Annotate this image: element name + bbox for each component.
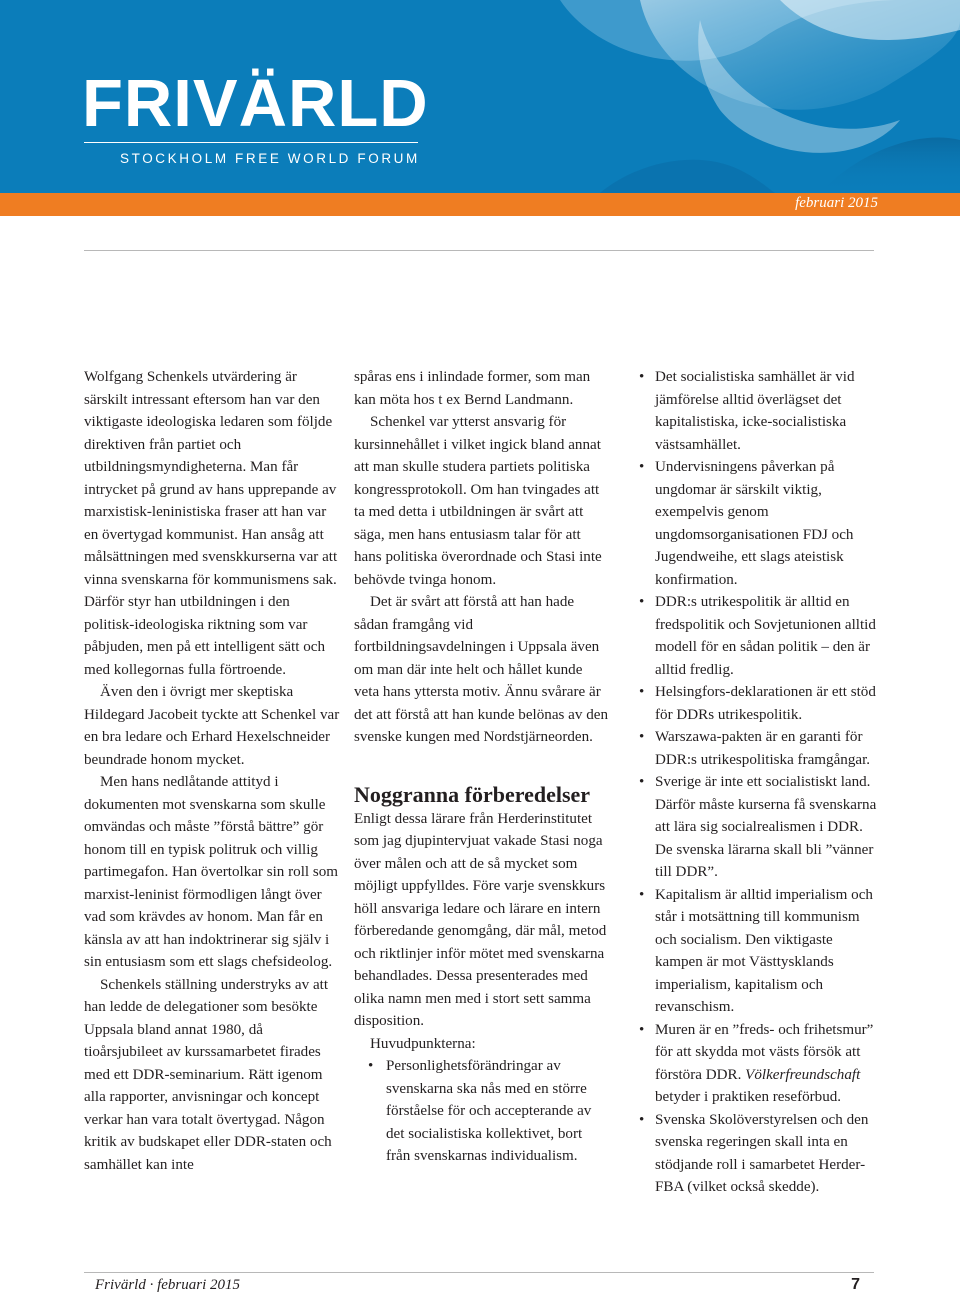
paragraph: Wolfgang Schenkels utvärdering är särskilt intressant eftersom han var den viktigaste ideologiska ledaren som följde direktiven från partiet och utbildningsmyndigheterna. Man får intrycket på grund av hans upprepande av marxistisk-leninistiska fraser att han var en övertygad kommunist. Han ansåg att målsättningen med svenskkurserna var att vinna svenskarna för kommunismens sak. Därför styr han utbildningen i den politisk-ideologiska riktning som var påbjuden, men på ett intelligent sätt och med kollegornas fulla förtroende. [84, 369, 338, 678]
logo-divider [84, 142, 418, 143]
list-item: • DDR:s utrikespolitik är alltid en fredspolitik och Sovjetunionen alltid modell för en sådan politik – den är alltid fredlig. [636, 591, 880, 681]
paragraph: Huvudpunkterna: [370, 1035, 476, 1052]
list-item: • Kapitalism är alltid imperialism och står i motsättning till kommunism och socialism. Den viktigaste kampen är mot Västtysklands imperialism, kapitalism och revanschism. [636, 884, 880, 1019]
list-item-text: betyder i praktiken reseförbud. [655, 1089, 842, 1105]
column-2 [354, 366, 610, 1168]
list-item: • Svenska Skolöverstyrelsen och den svenska regeringen skall inta en stödjande roll i samarbetet Herder-FBA (vilket också skedde). [636, 1109, 880, 1199]
bullet-list [636, 366, 880, 1199]
issue-date: februari 2015 [795, 195, 878, 211]
column-1 [84, 366, 342, 1176]
masthead [0, 0, 960, 193]
list-item: • Undervisningens påverkan på ungdomar är särskilt viktig, exempelvis genom ungdomsorganisationen FDJ och Jugendweihe, ett slags ateistisk konfirmation. [636, 456, 880, 591]
page-number: 7 [851, 1276, 860, 1293]
italic-term: Völkerfreundschaft [745, 1066, 861, 1083]
paragraph: Enligt dessa lärare från Herderinstitutet som jag djupintervjuat vakade Stasi noga över målen och att de så mycket som möjligt uppfylldes. Före varje svenskkurs höll ansvariga ledare och lärare en intern förberedande genomgång, där mål, metod och riktlinjer inför mötet med svenskarna behandlades. Dessa presenterades med olika namn men med i stort sett samma disposition. [354, 810, 607, 1029]
paragraph: Schenkels ställning understryks av att han ledde de delegationer som besökte Uppsala bland annat 1980, då tioårsjubileet av kurssamarbetet firades med ett DDR-seminarium. Rätt igenom alla rapporter, anvisningar och koncept verkar han vara totalt övertygad. Någon kritik av budskapet eller DDR-staten och samhället kan inte [84, 976, 332, 1173]
paragraph: spåras ens i inlindade former, som man kan möta hos t ex Bernd Landmann. [354, 369, 591, 408]
list-item [636, 1019, 880, 1109]
list-item: • Helsingfors-deklarationen är ett stöd för DDRs utrikespolitik. [636, 681, 880, 726]
bullet-list [354, 1055, 610, 1168]
paragraph: Det är svårt att förstå att han hade sådan framgång vid fortbildningsavdelningen i Uppsala även om man där inte helt och hållet kunde veta hans yttersta motiv. Ännu svårare är det att förstå att han kunde belönas av den svenske kungen med Nordstjärneorden. [354, 594, 608, 745]
paragraph: Men hans nedlåtande attityd i dokumenten mot svenskarna som skulle omvändas och måste ”förstå bättre” gör honom till en typisk politruk och villig partimegafon. Han övertolkar sin roll som marxist-leninist förmodligen långt över vad som krävdes av honom. Man får en känsla av att han indoktrinerar sig själv i sin entusiasm som ett slags chefsideolog. [84, 774, 339, 970]
section-heading: Noggranna förberedelser [354, 781, 591, 807]
column-3 [636, 366, 880, 1199]
top-divider [84, 250, 874, 251]
list-item: • Warszawa-pakten är en garanti för DDR:s utrikespolitiska framgångar. [636, 726, 880, 771]
paragraph: Schenkel var ytterst ansvarig för kursinnehållet i vilket ingick bland annat att man skulle studera partiets politiska kongressprotokoll. Om han tvingades att ta med detta i utbildningen är svårt att säga, men hans entusiasm talar för att hans politiska överordnade och Stasi inte behövde tvinga honom. [354, 414, 602, 588]
footer-divider [84, 1272, 874, 1273]
paragraph: Även den i övrigt mer skeptiska Hildegard Jacobeit tyckte att Schenkel var en bra ledare och Erhard Hexelschneider beundrade honom mycket. [84, 684, 340, 768]
list-item: • Sverige är inte ett socialistiskt land. Därför måste kurserna få svenskarna att lära sig socialrealismen i DDR. De svenska lärarna skall bli ”vänner till DDR”. [636, 771, 880, 884]
footer-publication: Frivärld · februari 2015 [95, 1277, 240, 1293]
list-item: • Det socialistiska samhället är vid jämförelse alltid överlägset det kapitalistiska, icke-socialistiska västsamhället. [636, 366, 880, 456]
masthead-subtitle: STOCKHOLM FREE WORLD FORUM [120, 151, 420, 166]
list-item-text: Muren är en ”freds- och frihetsmur” för att skydda mot västs försök att förstöra DDR. [655, 1021, 874, 1083]
list-item: • Personlighetsförändringar av svenskarna ska nås med en större förståelse för och accepterande av det socialistiska kollektivet, bort från svenskarnas individualism. [354, 1055, 610, 1168]
logo: FRIVÄRLD [82, 66, 429, 141]
